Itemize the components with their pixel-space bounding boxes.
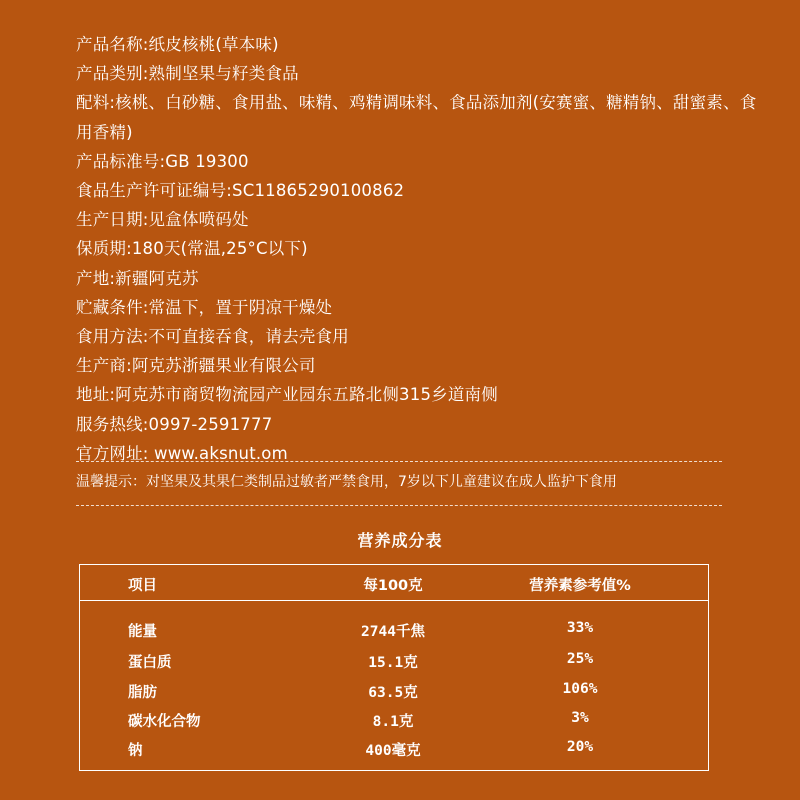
origin: 产地:新疆阿克苏 <box>76 268 199 288</box>
header-nrv: 营养素参考值% <box>529 578 631 594</box>
row-energy-nrv: 33% <box>566 620 594 636</box>
nutrition-table <box>79 564 709 771</box>
shelf-life: 保质期:180天(常温,25°C以下) <box>76 239 308 259</box>
row-energy-label: 能量 <box>128 624 157 640</box>
official-website: 官方网址: www.aksnut.om <box>76 443 288 463</box>
row-fat-nrv: 106% <box>562 681 598 697</box>
row-fat-value: 63.5克 <box>368 685 418 701</box>
row-carbohydrate-label: 碳水化合物 <box>128 714 201 730</box>
dashed-divider-bottom <box>76 505 722 506</box>
production-date: 生产日期:见盒体喷码处 <box>76 210 249 230</box>
service-hotline: 服务热线:0997-2591777 <box>76 414 273 434</box>
standard-number: 产品标准号:GB 19300 <box>76 151 249 171</box>
manufacturer: 生产商:阿克苏浙疆果业有限公司 <box>76 356 316 376</box>
header-item: 项目 <box>128 578 157 594</box>
header-per-100g: 每100克 <box>363 578 423 594</box>
allergy-tip: 温馨提示：对坚果及其果仁类制品过敏者严禁食用，7岁以下儿童建议在成人监护下食用 <box>76 474 617 490</box>
storage-conditions: 贮藏条件:常温下，置于阴凉干燥处 <box>76 297 333 317</box>
ingredients: 配料:核桃、白砂糖、食用盐、味精、鸡精调味料、食品添加剂(安赛蜜、糖精钠、甜蜜素、食用香精) <box>76 93 757 142</box>
product-name: 产品名称:纸皮核桃(草本味) <box>76 35 279 54</box>
nutrition-table-title: 营养成分表 <box>357 531 443 550</box>
row-carbohydrate-value: 8.1克 <box>372 714 414 730</box>
row-energy-value: 2744千焦 <box>361 624 425 640</box>
product-info <box>76 30 766 468</box>
row-sodium-nrv: 20% <box>566 739 594 755</box>
row-protein-value: 15.1克 <box>368 655 418 671</box>
row-protein-nrv: 25% <box>566 651 594 667</box>
row-sodium-value: 400毫克 <box>365 743 421 759</box>
row-fat-label: 脂肪 <box>128 685 157 701</box>
row-sodium-label: 钠 <box>128 743 143 759</box>
row-protein-label: 蛋白质 <box>128 655 172 671</box>
usage-method: 食用方法:不可直接吞食，请去壳食用 <box>76 327 349 347</box>
address: 地址:阿克苏市商贸物流园产业园东五路北侧315乡道南侧 <box>76 385 498 405</box>
product-category: 产品类别:熟制坚果与籽类食品 <box>76 64 299 84</box>
license-number: 食品生产许可证编号:SC11865290100862 <box>76 181 405 201</box>
dashed-divider-top <box>76 461 722 462</box>
header-divider <box>80 600 708 601</box>
row-carbohydrate-nrv: 3% <box>571 710 589 726</box>
